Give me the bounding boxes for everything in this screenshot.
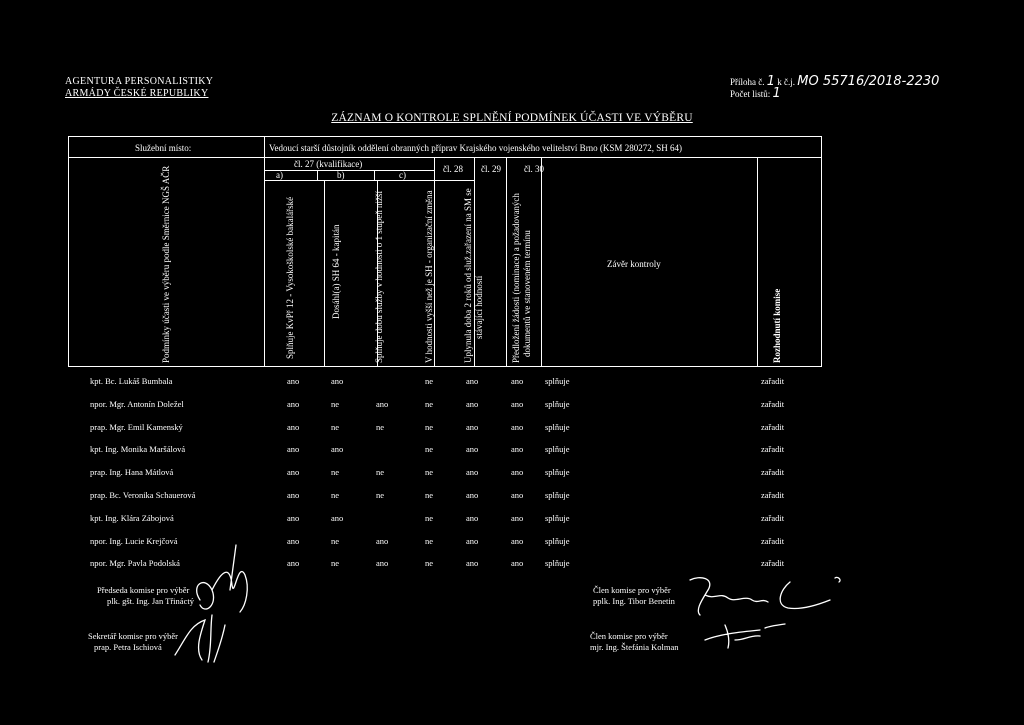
secretary-role: Sekretář komise pro výběr xyxy=(88,631,178,641)
ref-value: MO 55716/2018-2230 xyxy=(797,74,940,89)
cell-d: ne xyxy=(425,467,434,478)
document-title: ZÁZNAM O KONTROLE SPLNĚNÍ PODMÍNEK ÚČASTI VE VÝBĚRU xyxy=(331,112,693,124)
cell-f: ano xyxy=(511,535,524,546)
secretary-name: prap. Petra Ischiová xyxy=(94,642,162,652)
conclusion-header: Závěr kontroly xyxy=(607,259,661,269)
cell-decision: zařadit xyxy=(761,535,785,546)
cell-b: ne xyxy=(331,398,340,409)
cell-b: ne xyxy=(331,490,340,500)
cell-d: ne xyxy=(425,558,434,569)
cell-result: splňuje xyxy=(545,444,570,455)
candidate-name: npor. Mgr. Antonín Doležel xyxy=(90,398,184,409)
cell-decision: zařadit xyxy=(761,467,785,478)
member2-signature xyxy=(705,624,785,648)
cell-result: splňuje xyxy=(545,535,570,546)
cell-e: ano xyxy=(466,558,479,569)
attachment-label: Příloha č. xyxy=(730,77,765,87)
agency-line-1: AGENTURA PERSONALISTIKY xyxy=(65,76,214,87)
cell-f: ano xyxy=(511,490,524,500)
cell-b: ne xyxy=(331,467,340,478)
cell-a: ano xyxy=(287,444,300,455)
chair-signature xyxy=(197,545,248,612)
column-30-header-2: dokumentů ve stanoveném termínu xyxy=(522,230,532,357)
cell-decision: zařadit xyxy=(761,444,785,455)
cell-e: ano xyxy=(466,512,479,523)
candidate-name: prap. Mgr. Emil Kamenský xyxy=(90,421,183,432)
candidate-name: npor. Ing. Lucie Krejčová xyxy=(90,535,178,546)
candidate-name: kpt. Ing. Monika Maršálová xyxy=(90,444,186,455)
cell-c: ne xyxy=(376,490,385,500)
column-29-header-1: Uplynula doba 2 roků od služ.zařazení na SM se xyxy=(463,188,473,363)
cell-f: ano xyxy=(511,558,524,569)
cell-d: ne xyxy=(425,376,434,386)
agency-line-2: ARMÁDY ČESKÉ REPUBLIKY xyxy=(65,88,209,99)
cell-d: ne xyxy=(425,512,434,523)
cell-b: ne xyxy=(331,558,340,569)
cell-d: ne xyxy=(425,490,434,500)
pages-label: Počet listů: xyxy=(730,89,771,99)
candidate-name: prap. Ing. Hana Mátlová xyxy=(90,467,174,478)
cell-c: ne xyxy=(376,467,385,478)
cell-e: ano xyxy=(466,490,479,500)
column-a-header: Splňuje KvPř 12 - Vysokoškolské bakalářské xyxy=(285,196,295,359)
candidate-name: npor. Mgr. Pavla Podolská xyxy=(90,558,180,569)
cell-f: ano xyxy=(511,421,524,432)
cell-e: ano xyxy=(466,444,479,455)
cell-f: ano xyxy=(511,512,524,523)
attachment-value: 1 xyxy=(766,74,776,89)
cell-decision: zařadit xyxy=(761,558,785,569)
cell-a: ano xyxy=(287,512,300,523)
cell-result: splňuje xyxy=(545,490,570,500)
member1-signature xyxy=(690,577,840,615)
cell-e: ano xyxy=(466,421,479,432)
cell-f: ano xyxy=(511,376,524,386)
cell-a: ano xyxy=(287,490,300,500)
service-place-label: Služební místo: xyxy=(135,143,192,153)
cell-e: ano xyxy=(466,535,479,546)
cell-decision: zařadit xyxy=(761,421,785,432)
art-28-label: čl. 28 xyxy=(443,164,463,174)
chair-role: Předseda komise pro výběr xyxy=(97,585,190,595)
column-29-header-2: stávající hodností xyxy=(474,275,484,339)
art-29-label: čl. 29 xyxy=(481,164,501,174)
cell-b: ne xyxy=(331,535,340,546)
cell-result: splňuje xyxy=(545,467,570,478)
cell-result: splňuje xyxy=(545,512,570,523)
cell-d: ne xyxy=(425,398,434,409)
cell-a: ano xyxy=(287,376,300,386)
cell-f: ano xyxy=(511,467,524,478)
column-30-header-1: Předložení žádosti (nominace) a požadovaných xyxy=(511,193,521,363)
cell-f: ano xyxy=(511,398,524,409)
cell-a: ano xyxy=(287,558,300,569)
cell-c: ano xyxy=(376,558,389,569)
conditions-label: Podmínky účasti ve výběru podle Směrnice NGŠ AČR xyxy=(161,165,171,363)
cell-a: ano xyxy=(287,535,300,546)
cell-b: ano xyxy=(331,444,344,455)
pages-value: 1 xyxy=(772,86,781,101)
candidate-name: prap. Bc. Veronika Schauerová xyxy=(90,490,196,500)
secretary-signature xyxy=(175,615,225,662)
member2-role: Člen komise pro výběr xyxy=(590,631,668,641)
art-27-a: a) xyxy=(276,170,283,180)
decision-header: Rozhodnutí komise xyxy=(772,288,782,363)
cell-c: ano xyxy=(376,398,389,409)
cell-d: ne xyxy=(425,421,434,432)
cell-e: ano xyxy=(466,467,479,478)
cell-e: ano xyxy=(466,398,479,409)
cell-c: ano xyxy=(376,535,389,546)
art-27-label: čl. 27 (kvalifikace) xyxy=(294,159,363,169)
cell-decision: zařadit xyxy=(761,376,785,386)
cell-decision: zařadit xyxy=(761,398,785,409)
cell-a: ano xyxy=(287,467,300,478)
service-place-value: Vedoucí starší důstojník oddělení obranných příprav Krajského vojenského velitelství Brno (KSM 280272, SH 64) xyxy=(269,143,682,153)
member2-name: mjr. Ing. Štefánia Kolman xyxy=(590,642,679,652)
candidate-name: kpt. Ing. Klára Zábojová xyxy=(90,512,174,523)
column-b-header: Dosáhl(a) SH 64 - kapitán xyxy=(331,224,341,319)
cell-d: ne xyxy=(425,444,434,455)
cell-b: ano xyxy=(331,376,344,386)
cell-f: ano xyxy=(511,444,524,455)
member1-name: pplk. Ing. Tibor Benetin xyxy=(593,596,675,606)
cell-result: splňuje xyxy=(545,558,570,569)
cell-c: ne xyxy=(376,421,385,432)
art-27-b: b) xyxy=(337,170,345,180)
candidate-name: kpt. Bc. Lukáš Bumbala xyxy=(90,376,173,386)
cell-a: ano xyxy=(287,421,300,432)
column-c-header: Splňuje dobu služby v hodnosti o 1 stupeň nižší xyxy=(374,191,384,363)
cell-b: ne xyxy=(331,421,340,432)
chair-name: plk. gšt. Ing. Jan Třináctý xyxy=(107,596,194,606)
cell-b: ano xyxy=(331,512,344,523)
cell-decision: zařadit xyxy=(761,512,785,523)
art-30-label: čl. 30 xyxy=(524,164,544,174)
cell-e: ano xyxy=(466,376,479,386)
column-28-header: V hodnosti vyšší než je SH - organizační změna xyxy=(424,190,434,363)
cell-a: ano xyxy=(287,398,300,409)
cell-result: splňuje xyxy=(545,398,570,409)
cell-d: ne xyxy=(425,535,434,546)
member1-role: Člen komise pro výběr xyxy=(593,585,671,595)
cell-result: splňuje xyxy=(545,376,570,386)
ref-label: k č.j. xyxy=(777,77,796,87)
cell-decision: zařadit xyxy=(761,490,785,500)
cell-result: splňuje xyxy=(545,421,570,432)
art-27-c: c) xyxy=(399,170,406,180)
